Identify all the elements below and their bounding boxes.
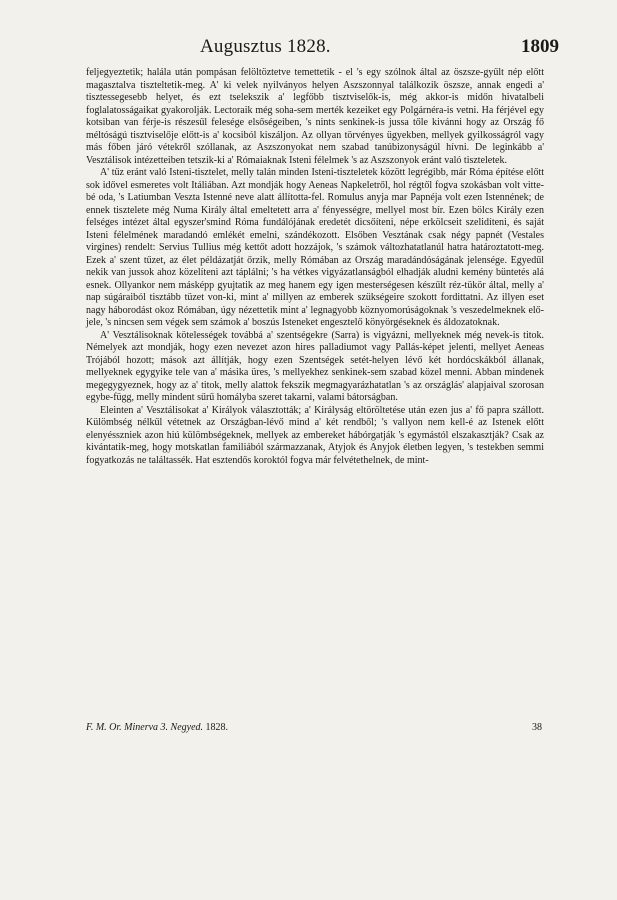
page-footer [86,722,544,736]
signature-mark: 38 [532,722,542,733]
paragraph-2: A' tűz eránt való Isteni-tisztelet, melly talán minden Isteni-tiszteletek között legrégibb, már Róma építése előtt sok idővel esmeretes volt Itáliában. Azt mondják hogy Aeneas Napkeletről, hol régtől fogva szokásban volt vitte-bé oda, 's Latiumban Veszta Istenné neve alatt állította-fel. Romulus anyja mar Papnéja volt ezen Istennének; de ennek tisztelete még Numa Király által emeltetett arra a' fényességre, mellyel most bír. Ezen bölcs Király ezen felséges intézet által egyszer'smind Róma fundálójának eredetét dicsőíteni, népe erkölcseit szelidíteni, és saját Isteni félelmének maradandó emlékét emelni, szándékozott. Elsőben Vesztának csak négy papnét (Vestales virgines) rendelt: Servius Tullius még kettőt adott hozzájok, 's számok változhatatlanúl hatra határoztatott-meg. Ezek a' szent tűzet, az élet példázatját őrzik, melly Rómában az Ország maradándóságának jelensége. Egyedűl nekik van jussok ahoz közelíteni azt táplálni; 's ha vétkes vigyázatlanságból elhadják aludni kemény büntetés alá esnek. Ollyankor nem másképp gyujtatik az meg hanem egy igen mesterségesen készűlt réz-tükör által, melly a' nap súgáraiból tisztább tüzet von-ki, mint a' millyen az emberek szükségeire szokott fordittatni. Az illyen eset nagy háborodást okoz Rómában, úgy nézettetik mint a' legnagyobb köznyomorúságoknak 's veszedelmeknek elő-jele, 's nincsen sem végek sem számok a' boszús Isteneket engesztelő könyörgéseknek és áldozatoknak. [86,167,544,328]
footer-source [86,722,228,733]
footer-year: 1828. [205,722,229,733]
footer-source-title: F. M. Or. Minerva 3. Negyed. [86,722,204,733]
paragraph-1: feljegyeztetik; halála után pompásan felöltöztetve temettetik - el 's egy szólnok által az öszsze-gyűlt nép előtt magasztalva tiszteltetik-meg. A' ki velek nyilványos helyen Aszszonnyal találkozik öszsze, annak engedi a' tisztessegesebb helyet, és ezt tselekszik a' legfőbb tisztviselők-is, még akkor-is midőn hivatalbeli foglalatosságaikat gyakorolják. Lectoraik még soha-sem merték kezeiket egy Polgárnéra-is vetni. Ha férjével egy kotsiban van férje-is részesűl felesége elsőségeiben, 's nints senkinek-is jussa tőle kivánni hogy az Ország fő méltóságú tisztviselője előtt-is a' kocsiból kiszáljon. Az ollyan törvényes ügyekben, mellyek gyilkosságról vagy más főben járó vétekről szóllanak, az Aszszonyokat nem szabad tanúbizonyságúl hívni. De leginkább a' Vesztálisok intézetteiben tetszik-ki a' Rómaiaknak Isteni félelmek 's az Aszszonyok eránt való tiszteletek. [86,67,544,166]
paragraph-4: Eleinten a' Vesztálisokat a' Királyok választották; a' Királyság eltöröltetése után ezen jus a' fő papra szállott. Külömbség nélkűl vétetnek az Országban-lévő mind a' két rendből; 's vallyon nem kell-é az Istenek előtt elenyésszniek azon hiú külömbségeknek, mellyek az embereket hábórgatják 's egymástól elszakasztják? Csak az kivántatik-meg, hogy motskatlan familiából származzanak, Atyjok és Anyjok életben legyen, 's testekben semmi fogyatkozás ne találtassék. Hat esztendős koroktól fogva már felvétethelnek, de mint- [86,404,544,466]
running-title: Augusztus 1828. [200,36,331,57]
page-number: 1809 [521,36,559,57]
page-header [0,36,617,60]
body-text [86,67,544,467]
paragraph-3: A' Vesztálisoknak kötelességek továbbá a' szentségekre (Sarra) is vigyázni, mellyeknek még nevek-is titok. Némelyek azt mondják, hogy ezen nevezet azon hires palladiumot vagy Pallás-képet jelenti, mellyet Aeneas Trójából hozott; mások azt állítják, hogy ezen Szentségek setét-helyen lévő két hordócskákból állanak, mellyeknek egygyike tele van a' másika üres, 's mellyekhez senkinek-sem szabad közel menni. Abban mindenek megegygyeznek, hogy az a' titok, melly alattok fekszik megmagyarázhatatlan 's az országlás' alapjaival szorosan egybe-függ, melly mindent sűrű homályba szeret takarni, valami bátorságban. [86,329,544,403]
